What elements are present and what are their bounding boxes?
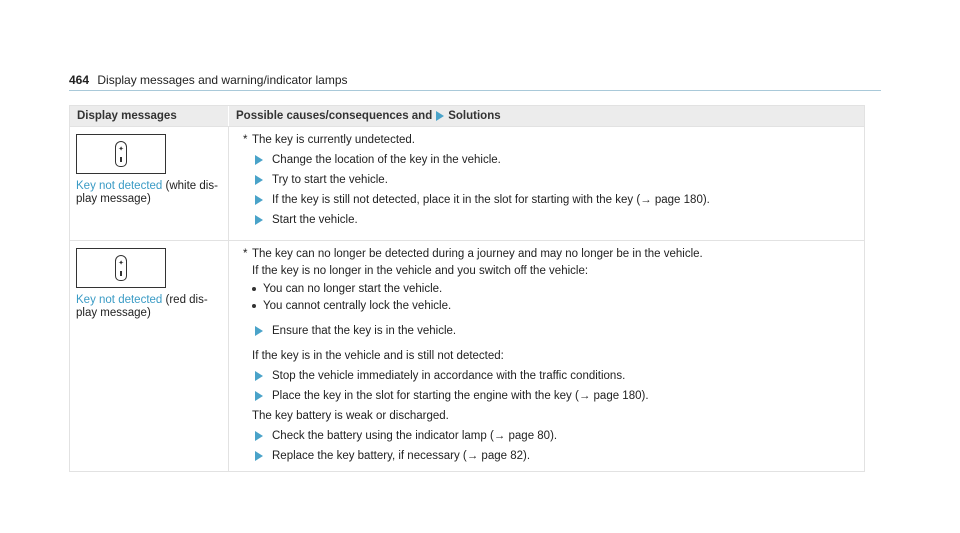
message-note: (red dis- <box>162 294 208 306</box>
message-note-cont: play message) <box>76 193 151 205</box>
info-line: If the key is in the vehicle and is still not detected: <box>252 350 504 362</box>
solution-step: Ensure that the key is in the vehicle. <box>243 325 854 338</box>
message-name: Key not detected <box>76 180 163 192</box>
solutions-cell <box>229 127 864 240</box>
messages-table <box>69 105 865 472</box>
header-divider <box>69 90 881 91</box>
bullet-item: You cannot centrally lock the vehicle. <box>243 300 854 313</box>
message-note-cont: play message) <box>76 307 151 319</box>
col-header-solutions <box>229 106 864 126</box>
play-arrow-icon <box>255 215 263 225</box>
page-header-title: Display messages and warning/indicator lamps <box>97 73 348 87</box>
col-header-causes-text: Possible causes/consequences and <box>236 110 433 122</box>
play-arrow-icon <box>255 195 263 205</box>
solution-step: Replace the key battery, if necessary (→ page 82). <box>243 450 854 463</box>
solution-step: Start the vehicle. <box>243 214 854 227</box>
solution-step: If the key is still not detected, place it in the slot for starting with the key (→ page 180). <box>243 194 854 207</box>
display-message-cell <box>70 127 229 240</box>
message-description <box>76 294 222 320</box>
play-arrow-icon <box>255 391 263 401</box>
message-name: Key not detected <box>76 294 163 306</box>
info-line: If the key is no longer in the vehicle and you switch off the vehicle: <box>252 265 589 277</box>
table-header <box>70 106 864 127</box>
solution-step: Stop the vehicle immediately in accordance with the traffic conditions. <box>243 370 854 383</box>
page-number: 464 <box>69 73 90 87</box>
page-header <box>69 73 348 87</box>
cause-line: * The key can no longer be detected during a journey and may no longer be in the vehicle. <box>243 248 703 260</box>
table-row <box>70 241 864 471</box>
play-arrow-icon <box>255 431 263 441</box>
message-note: (white dis- <box>162 180 218 192</box>
solution-step: Check the battery using the indicator lamp (→ page 80). <box>243 430 854 443</box>
key-fob-icon: ✦ <box>76 248 166 288</box>
solution-step: Change the location of the key in the vehicle. <box>243 154 854 167</box>
bullet-item: You can no longer start the vehicle. <box>243 283 854 296</box>
play-arrow-icon <box>436 111 444 121</box>
play-arrow-icon <box>255 155 263 165</box>
display-message-cell <box>70 241 229 471</box>
col-header-solutions-text: Solutions <box>448 110 501 122</box>
play-arrow-icon <box>255 326 263 336</box>
play-arrow-icon <box>255 451 263 461</box>
play-arrow-icon <box>255 175 263 185</box>
key-fob-icon: ✦ <box>76 134 166 174</box>
message-description <box>76 180 222 206</box>
table-row <box>70 127 864 241</box>
solution-step: Place the key in the slot for starting the engine with the key (→ page 180). <box>243 390 854 403</box>
info-line: The key battery is weak or discharged. <box>252 410 449 422</box>
col-header-display-messages: Display messages <box>70 106 229 126</box>
cause-line: * The key is currently undetected. <box>243 134 415 146</box>
solution-step: Try to start the vehicle. <box>243 174 854 187</box>
play-arrow-icon <box>255 371 263 381</box>
solutions-cell <box>229 241 864 471</box>
